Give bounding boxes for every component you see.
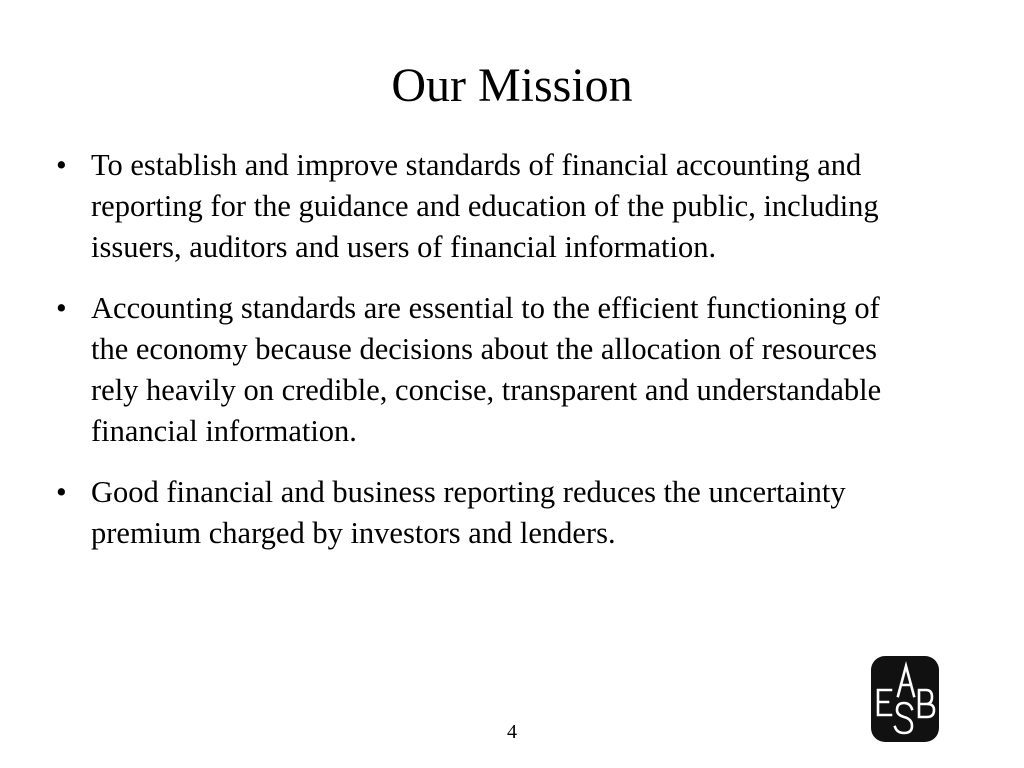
list-item	[56, 145, 906, 268]
bullet-text: Accounting standards are essential to the efficient functioning of the economy because decisions about the allocation of resources rely heavily on credible, concise, transparent and understandable financial information.	[91, 291, 882, 448]
list-item	[56, 472, 906, 554]
bullet-icon: •	[56, 291, 67, 325]
bullet-list	[56, 145, 906, 574]
page-number: 4	[507, 721, 517, 743]
bullet-text: To establish and improve standards of financial accounting and reporting for the guidance and education of the public, including issuers, auditors and users of financial information.	[91, 148, 879, 264]
bullet-icon: •	[56, 148, 67, 182]
slide-title: Our Mission	[391, 59, 633, 112]
bullet-icon: •	[56, 475, 67, 509]
list-item	[56, 288, 906, 452]
bullet-text: Good financial and business reporting reduces the uncertainty premium charged by investors and lenders.	[91, 475, 846, 550]
fasb-logo-icon	[871, 656, 939, 742]
